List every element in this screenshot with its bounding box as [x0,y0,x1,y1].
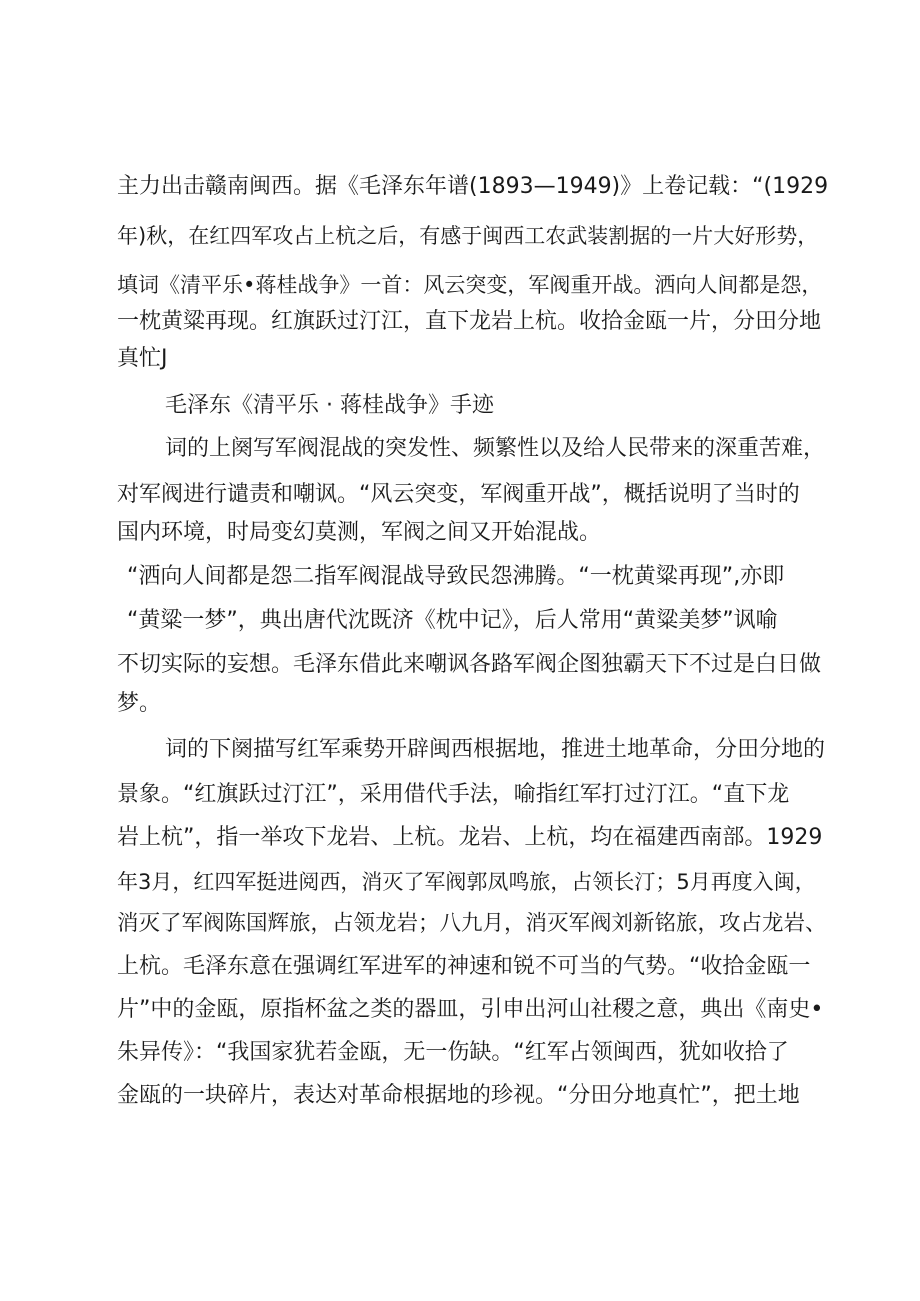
text-line: 金瓯的一块碎片，表达对革命根据地的珍视。“分田分地真忙”，把土地 [117,1083,800,1108]
text-line: 梦。 [117,691,162,716]
text-line: 景象。“红旗跃过汀江”，采用借代手法，喻指红军打过汀江。“直下龙 [117,782,790,807]
text-line: 主力出击赣南闽西。据《毛泽东年谱(1893—1949)》上卷记载：“(1929 [117,174,829,199]
text-line: 词的上阕写军阀混战的突发性、频繁性以及给人民带来的深重苦难， [165,436,826,461]
text-line: 填词《清平乐•蒋桂战争》一首：风云突变，军阀重开战。洒向人间都是怨， [117,273,823,297]
text-line: 年)秋，在红四军攻占上杭之后，有感于闽西工农武装割据的一片大好形势， [117,224,819,248]
caption-line: 毛泽东《清平乐 · 蒋桂战争》手迹 [165,393,494,418]
text-line: “黄粱一梦”，典出唐代沈既济《枕中记》，后人常用“黄粱美梦”讽喻 [127,608,778,633]
text-line: 不切实际的妄想。毛泽东借此来嘲讽各路军阀企图独霸天下不过是白日做 [117,652,822,677]
text-line: 对军阀进行谴责和嘲讽。“风云突变，军阀重开战”，概括说明了当时的 [117,482,800,507]
text-line: 一枕黄粱再现。红旗跃过汀江，直下龙岩上杭。收拾金瓯一片，分田分地 [117,309,822,334]
text-line: 真忙J [117,346,168,371]
text-line: 上杭。毛泽东意在强调红军进军的神速和锐不可当的气势。“收拾金瓯一 [117,954,811,979]
text-line: 年3月，红四军挺进阅西，消灭了军阀郭凤鸣旅，占领长汀；5月再度入闽， [117,870,816,894]
text-line: 国内环境，时局变幻莫测，军阀之间又开始混战。 [117,520,602,545]
text-line: 朱异传》：“我国家犹若金瓯，无一伤缺。“红军占领闽西，犹如收拾了 [117,1040,789,1065]
text-line: 片”中的金瓯，原指杯盆之类的器皿，引申出河山社稷之意，典出《南史• [117,997,824,1022]
text-line: 消灭了军阀陈国辉旅，占领龙岩；八九月，消灭军阀刘新铭旅，攻占龙岩、 [117,911,827,936]
text-line: “洒向人间都是怨二指军阀混战导致民怨沸腾。“一枕黄粱再现”,亦即 [127,564,785,589]
text-line: 词的下阕描写红军乘势开辟闽西根据地，推进土地革命，分田分地的 [165,737,826,762]
text-line: 岩上杭”，指一举攻下龙岩、上杭。龙岩、上杭，均在福建西南部。1929 [117,825,823,850]
